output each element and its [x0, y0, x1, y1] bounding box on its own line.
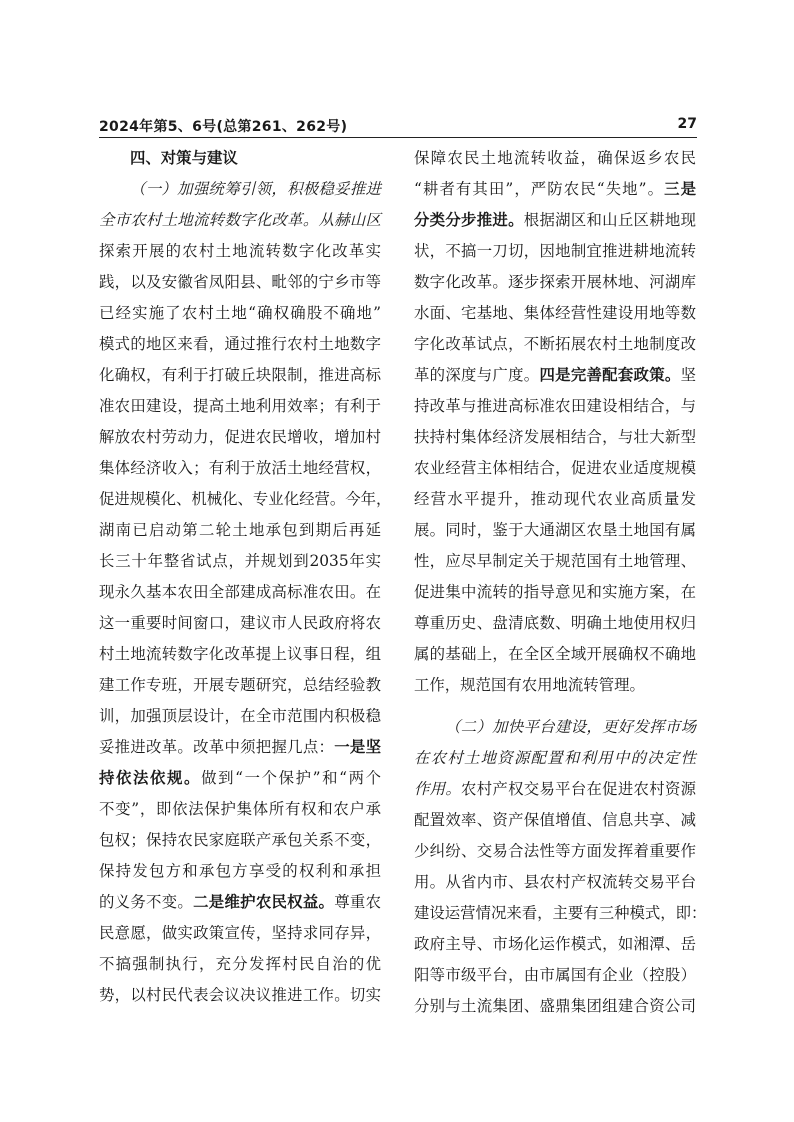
- running-header: [99, 116, 697, 138]
- paragraph-gap: [414, 701, 696, 712]
- text-line: 分类分步推进。根据湖区和山丘区耕地现: [414, 211, 696, 229]
- left-column: [99, 143, 392, 1011]
- page-number: 27: [677, 116, 697, 132]
- text-line: 革的深度与广度。四是完善配套政策。坚: [414, 366, 696, 384]
- text-line: 的义务不变。二是维护农民权益。尊重农: [99, 893, 381, 911]
- text-line: 分别与土流集团、盛鼎集团组建合资公司: [414, 997, 696, 1015]
- text-line: 不变”，即依法保护集体所有权和农户承: [99, 800, 381, 818]
- text-line: 模式的地区来看，通过推行农村土地数字: [99, 335, 381, 353]
- emphasis-text: 分类分步推进。: [414, 211, 524, 229]
- text-line: 践，以及安徽省凤阳县、毗邻的宁乡市等: [99, 273, 381, 291]
- text-line: 数字化改革。逐步探索开展林地、河湖库: [414, 273, 696, 291]
- emphasis-text: 持依法依规。: [99, 769, 202, 787]
- text-line: 保障农民土地流转收益，确保返乡农民: [414, 149, 696, 167]
- emphasis-text: 四是完善配套政策。: [539, 366, 681, 384]
- text-line: 训，加强顶层设计，在全市范围内积极稳: [99, 707, 381, 725]
- header-rule: [99, 137, 697, 138]
- text-line: 作用。农村产权交易平台在促进农村资源: [414, 780, 696, 798]
- section-heading: 四、对策与建议: [130, 149, 238, 167]
- text-line: 解放农村劳动力，促进农民增收，增加村: [99, 428, 381, 446]
- text-line: 不搞强制执行，充分发挥村民自治的优: [99, 955, 381, 973]
- text-line: 这一重要时间窗口，建议市人民政府将农: [99, 614, 381, 632]
- issue-label: 2024年第5、6号(总第261、262号): [99, 119, 348, 135]
- text-line: 集体经济收入；有利于放活土地经营权，: [99, 459, 381, 477]
- text-line: 现永久基本农田全部建成高标准农田。在: [99, 583, 381, 601]
- text-line: 建设运营情况来看，主要有三种模式，即：: [414, 904, 707, 922]
- text-line: 势，以村民代表会议决议推进工作。切实: [99, 986, 381, 1004]
- text-line: 湖南已启动第二轮土地承包到期后再延: [99, 521, 381, 539]
- text-line: 持依法依规。做到“一个保护”和“两个: [99, 769, 381, 787]
- text-line: 村土地流转数字化改革提上议事日程，组: [99, 645, 381, 663]
- text-line: 尊重历史、盘清底数、明确土地使用权归: [414, 614, 696, 632]
- text-line: 全市农村土地流转数字化改革。从赫山区: [99, 211, 381, 229]
- text-line: 属的基础上，在全区全域开展确权不确地: [414, 645, 696, 663]
- emphasis-text: 三是: [664, 180, 696, 198]
- right-column: [414, 143, 707, 1022]
- text-line: 政府主导、市场化运作模式，如湘潭、岳: [414, 935, 696, 953]
- text-line: 保持发包方和承包方享受的权利和承担: [99, 862, 381, 880]
- text-line: 已经实施了农村土地“确权确股不确地”: [99, 304, 381, 322]
- text-line: 工作，规范国有农用地流转管理。: [414, 676, 645, 694]
- text-line: 包权；保持农民家庭联产承包关系不变，: [99, 831, 381, 849]
- text-line: 化确权，有利于打破丘块限制，推进高标: [99, 366, 381, 384]
- text-line: 用。从省内市、县农村产权流转交易平台: [414, 873, 696, 891]
- text-line: 扶持村集体经济发展相结合，与壮大新型: [414, 428, 696, 446]
- text-line: 性，应尽早制定关于规范国有土地管理、: [414, 552, 696, 570]
- text-line: 促进集中流转的指导意见和实施方案，在: [414, 583, 696, 601]
- text-line: 状，不搞一刀切，因地制宜推进耕地流转: [414, 242, 696, 260]
- subheading-text: 作用。: [414, 780, 462, 798]
- text-line: 建工作专班，开展专题研究，总结经验教: [99, 676, 381, 694]
- text-line: 展。同时，鉴于大通湖区农垦土地国有属: [414, 521, 696, 539]
- text-line: 字化改革试点，不断拓展农村土地制度改: [414, 335, 696, 353]
- text-line: 阳等市级平台，由市属国有企业（控股）: [414, 966, 696, 984]
- text-line: 农业经营主体相结合，促进农业适度规模: [414, 459, 696, 477]
- text-line: 在农村土地资源配置和利用中的决定性: [414, 749, 696, 767]
- text-line: “耕者有其田”，严防农民“失地”。三是: [414, 180, 696, 198]
- text-line: 准农田建设，提高土地利用效率；有利于: [99, 397, 381, 415]
- text-line: （一）加强统筹引领，积极稳妥推进: [130, 180, 381, 198]
- text-line: 妥推进改革。改革中须把握几点：一是坚: [99, 738, 381, 756]
- text-line: 民意愿，做实政策宣传，坚持求同存异，: [99, 924, 381, 942]
- text-line: 长三十年整省试点，并规划到2035年实: [99, 552, 381, 570]
- emphasis-text: 二是维护农民权益。: [193, 893, 335, 911]
- text-line: 配置效率、资产保值增值、信息共享、减: [414, 811, 696, 829]
- text-line: （二）加快平台建设，更好发挥市场: [445, 718, 696, 736]
- text-line: 少纠纷、交易合法性等方面发挥着重要作: [414, 842, 696, 860]
- text-line: 水面、宅基地、集体经营性建设用地等数: [414, 304, 696, 322]
- text-line: 促进规模化、机械化、专业化经营。今年，: [99, 490, 392, 508]
- text-line: 探索开展的农村土地流转数字化改革实: [99, 242, 381, 260]
- text-line: 经营水平提升，推动现代农业高质量发: [414, 490, 696, 508]
- emphasis-text: 一是坚: [334, 738, 381, 756]
- text-line: 持改革与推进高标准农田建设相结合，与: [414, 397, 696, 415]
